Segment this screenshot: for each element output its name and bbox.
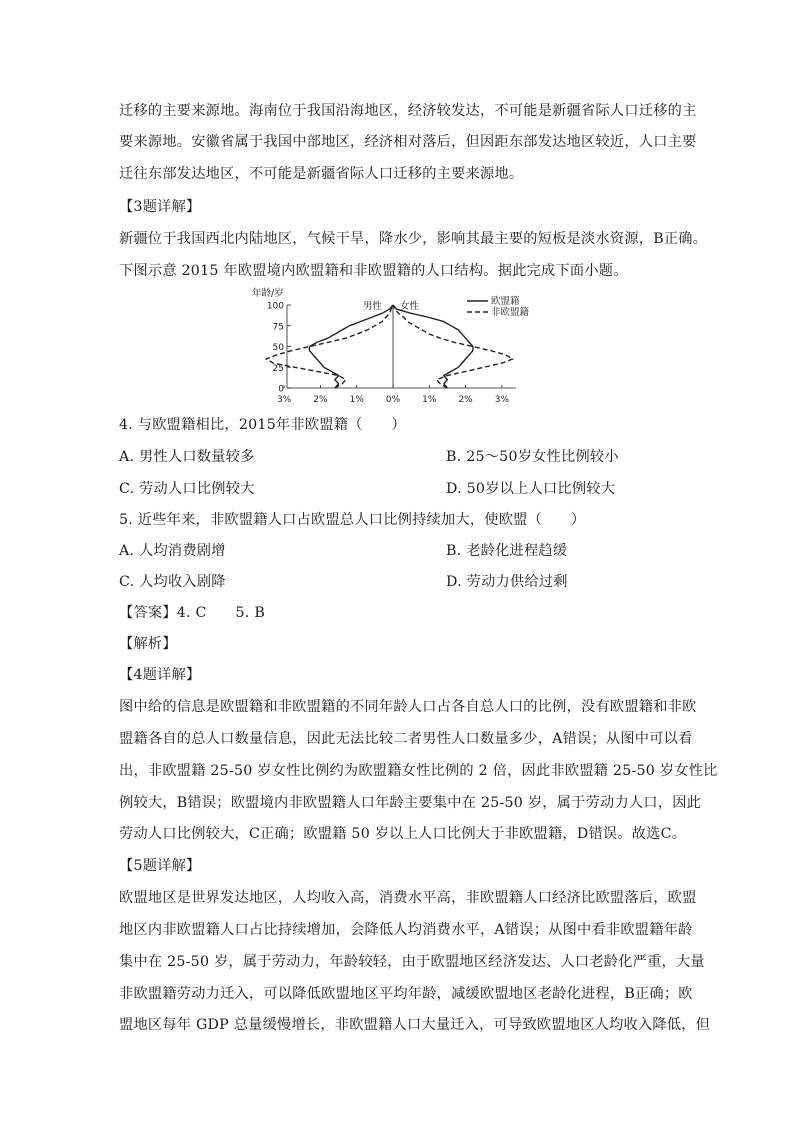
question-5-stem: 5. 近些年来，非欧盟籍人口占欧盟总人口比例持续加大，使欧盟（ ） (119, 512, 586, 528)
x-tick-label: 2% (458, 395, 473, 405)
text-line: 地区内非欧盟籍人口占比持续增加，会降低人均消费水平，A错误；从图中看非欧盟籍年龄 (119, 922, 693, 938)
q5-option-b[interactable]: B. 老龄化进程趋缓 (446, 543, 568, 559)
q4-detail-heading: 【4题详解】 (119, 667, 201, 683)
female-label: 女性 (400, 301, 420, 312)
y-axis-label: 年龄/岁 (252, 288, 284, 299)
x-tick-label: 1% (349, 395, 364, 405)
section-heading: 【3题详解】 (119, 199, 201, 215)
text-line: 出，非欧盟籍 25-50 岁女性比例约为欧盟籍女性比例的 2 倍，因此非欧盟籍 25-50 岁女性比 (119, 763, 718, 779)
analysis-heading: 【解析】 (119, 636, 177, 652)
q5-option-d[interactable]: D. 劳动力供给过剩 (446, 574, 568, 590)
legend-noneu-label: 非欧盟籍 (491, 307, 530, 318)
text-line: 集中在 25-50 岁，属于劳动力，年龄较轻，由于欧盟地区经济发达、人口老龄化严重，大量 (119, 954, 705, 970)
q4-option-b[interactable]: B. 25～50岁女性比例较小 (446, 449, 619, 465)
x-tick-label: 3% (276, 395, 292, 405)
text-line: 劳动人口比例较大，C正确；欧盟籍 50 岁以上人口比例大于非欧盟籍，D错误。故选C。 (119, 826, 687, 842)
text-line: 新疆位于我国西北内陆地区，气候干旱，降水少，影响其最主要的短板是淡水资源，B正确。 (119, 231, 708, 247)
text-line: 下图示意 2015 年欧盟境内欧盟籍和非欧盟籍的人口结构。据此完成下面小题。 (119, 263, 628, 279)
q5-detail-heading: 【5题详解】 (119, 858, 201, 874)
text-line: 例较大，B错误；欧盟境内非欧盟籍人口年龄主要集中在 25-50 岁，属于劳动力人口，因此 (119, 795, 702, 811)
x-tick-label: 3% (494, 395, 510, 405)
legend-eu-label: 欧盟籍 (491, 296, 520, 307)
text-line: 盟地区每年 GDP 总量缓慢增长，非欧盟籍人口大量迁入，可导致欧盟地区人均收入降低，但 (119, 1017, 711, 1033)
q4-option-a[interactable]: A. 男性人口数量较多 (119, 449, 255, 465)
q5-option-a[interactable]: A. 人均消费剧增 (119, 543, 226, 559)
text-line: 图中给的信息是欧盟籍和非欧盟籍的不同年龄人口占各自总人口的比例，没有欧盟籍和非欧 (119, 699, 697, 715)
male-label: 男性 (363, 301, 383, 312)
non-eu-male-line (266, 305, 393, 388)
q4-option-c[interactable]: C. 劳动人口比例较大 (119, 481, 255, 497)
text-line: 非欧盟籍劳动力迁入，可以降低欧盟地区平均年龄，减缓欧盟地区老龄化进程，B正确；欧 (119, 986, 693, 1002)
eu-female-line (393, 305, 473, 388)
q4-option-d[interactable]: D. 50岁以上人口比例较大 (446, 481, 616, 497)
population-pyramid-chart (250, 283, 550, 407)
text-line: 欧盟地区是世界发达地区，人均收入高，消费水平高，非欧盟籍人口经济比欧盟落后，欧盟 (119, 890, 697, 906)
answer-line: 【答案】4. C 5. B (119, 605, 265, 621)
y-tick-label: 25 (272, 363, 284, 374)
y-tick-label: 0 (278, 384, 284, 395)
q5-option-c[interactable]: C. 人均收入剧降 (119, 574, 226, 590)
text-line: 迁移的主要来源地。海南位于我国沿海地区，经济较发达，不可能是新疆省际人口迁移的主 (119, 103, 697, 119)
y-tick-label: 100 (266, 301, 284, 312)
y-tick-label: 50 (272, 343, 284, 353)
x-tick-label: 2% (313, 395, 328, 405)
x-tick-label: 0% (385, 395, 401, 405)
question-4-stem: 4. 与欧盟籍相比，2015年非欧盟籍（ ） (119, 417, 406, 433)
y-tick-label: 75 (272, 322, 284, 333)
legend (467, 295, 530, 318)
text-line: 迁往东部发达地区，不可能是新疆省际人口迁移的主要来源地。 (119, 166, 524, 182)
text-line: 盟籍各自的总人口数量信息，因此无法比较二者男性人口数量多少，A错误；从图中可以看 (119, 731, 693, 747)
text-line: 要来源地。安徽省属于我国中部地区，经济相对落后，但因距东部发达地区较近，人口主要 (119, 134, 697, 150)
x-tick-label: 1% (422, 395, 437, 405)
eu-male-line (310, 305, 394, 388)
